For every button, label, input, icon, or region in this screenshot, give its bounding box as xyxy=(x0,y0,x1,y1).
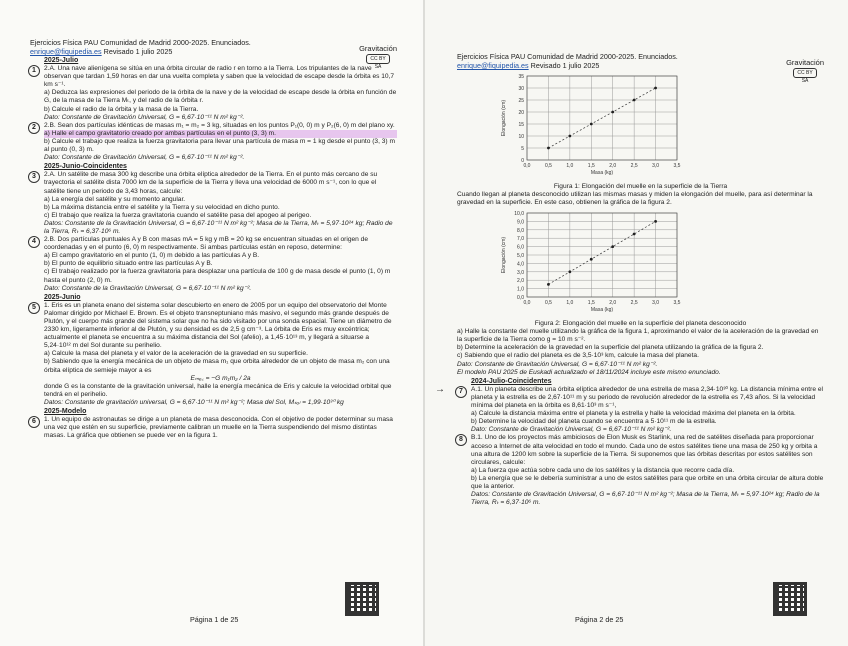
license-badge-icon: CC BY SA xyxy=(366,54,390,64)
question-data: Dato: Constante de Gravitación Universal, G = 6,67·10⁻¹¹ N m² kg⁻². xyxy=(457,360,658,368)
question-data: Dato: Constante de la Gravitación Universal, G = 6,67·10⁻¹¹ N m² kg⁻². xyxy=(44,284,252,292)
x-tick-label: 3,0 xyxy=(652,300,660,307)
x-tick-label: 1,0 xyxy=(566,163,574,169)
data-point xyxy=(547,147,550,150)
question-part: c) El trabajo que realiza la fuerza gravitatoria cuando el satélite pasa del apogeo al perigeo. xyxy=(44,211,312,219)
arrow-mark-icon: → xyxy=(435,383,445,395)
y-tick-label: 7,0 xyxy=(517,236,524,243)
data-point xyxy=(547,283,550,286)
topic-text: Gravitación xyxy=(786,58,824,67)
section-heading: 2025-Julio xyxy=(44,57,79,64)
qr-code-icon xyxy=(773,582,807,616)
note-text: El modelo PAU 2025 de Euskadi actualizado el 18/11/2024 incluye este mismo enunciado. xyxy=(457,368,721,376)
x-tick-label: 1,0 xyxy=(566,300,574,307)
revision-text: Revisado 1 julio 2025 xyxy=(103,47,173,56)
question-number-circle: 6 xyxy=(28,416,40,428)
question-block xyxy=(30,302,397,407)
question-part: c) El trabajo realizado por la fuerza gravitatoria para desplazar una partícula de 100 g de masa desde el punto (1, 0) m hasta el punto (2, 0) m. xyxy=(44,268,391,284)
data-point xyxy=(611,111,614,114)
y-tick-label: 15 xyxy=(518,122,524,128)
question-text: 1. Un equipo de astronautas se dirige a un planeta de masa desconocida. Con el objetivo de poder determinar su masa una vez que estén en su superficie, previamente calibran un muelle en la Tierra suspendiendo del mismo distintas masas. La gráfica que obtienen se puede ver en la figura 1. xyxy=(44,416,393,440)
question-number-circle: 4 xyxy=(28,236,40,248)
question-part: a) Calcule la masa del planeta y el valor de la aceleración de la gravedad en su superficie. xyxy=(44,350,308,358)
question-block xyxy=(435,383,824,435)
question-text: 2.A. Un satélite de masa 300 kg describe una órbita elíptica alrededor de la Tierra. En el punto más cercano de su trayectoria el satélite dista 7000 km de la superficie de la Tierra y lleva una velocidad de 6000 m s⁻¹, con lo que el satélite tiene un periodo de 3,43 horas, calcule: xyxy=(44,171,378,195)
question-part: b) Calcule el trabajo que realiza la fuerza gravitatoria para llevar una partícula de masa m = 1 kg desde el punto (3, 3) m al punto (0, 3) m. xyxy=(44,137,395,154)
question-data: Dato: Constante de Gravitación Universal, G = 6,67·10⁻¹¹ N m² kg⁻². xyxy=(44,154,245,162)
x-tick-label: 3,0 xyxy=(652,163,660,169)
x-tick-label: 1,5 xyxy=(587,300,595,307)
x-tick-label: 0,0 xyxy=(523,300,531,307)
topic-label xyxy=(359,44,397,70)
data-point xyxy=(568,271,571,274)
y-tick-label: 1,0 xyxy=(517,286,524,293)
x-tick-label: 2,0 xyxy=(609,300,617,307)
x-axis-label: Masa (kg) xyxy=(590,170,614,176)
x-tick-label: 3,5 xyxy=(673,163,681,169)
data-point xyxy=(633,233,636,236)
question-part: a) Calcule la distancia máxima entre el planeta y la estrella y halle la velocidad máxima del planeta en la órbita. xyxy=(471,410,796,418)
topic-label xyxy=(786,58,824,84)
question-part: b) La máxima distancia entre el satélite y la Tierra y su velocidad en dicho punto. xyxy=(44,203,280,211)
y-axis-label: Elongación (cm) xyxy=(501,99,507,137)
x-tick-label: 0,5 xyxy=(544,163,552,169)
question-number-circle: 3 xyxy=(28,171,40,183)
y-tick-label: 10 xyxy=(518,134,524,140)
question-part: a) Halle la constante del muelle utilizando la gráfica de la figura 1, aproximando el valor de la aceleración de la gravedad en la superficie de la Tierra como g = 10 m s⁻². xyxy=(457,328,819,344)
question-part: a) La energía del satélite y su momento angular. xyxy=(44,195,186,203)
question-part: a) Halle el campo gravitatorio creado por ambas partículas en el punto (3, 3) m. xyxy=(44,130,397,138)
page-footer: Página 2 de 25 xyxy=(575,615,624,624)
y-tick-label: 4,0 xyxy=(517,261,524,268)
section-heading: 2025-Modelo xyxy=(44,408,87,416)
question-part: b) La energía que se le debería suministrar a uno de estos satélites para que orbite en una órbita circular de altura doble que la anterior. xyxy=(471,474,824,490)
y-tick-label: 10,0 xyxy=(514,211,524,218)
trendline xyxy=(548,222,655,285)
y-tick-label: 0,0 xyxy=(517,295,524,302)
question-block xyxy=(457,434,824,507)
data-point xyxy=(590,258,593,261)
email-link[interactable]: enrique@fiquipedia.es xyxy=(30,47,102,56)
page-2-body xyxy=(435,328,824,507)
y-tick-label: 20 xyxy=(518,110,524,116)
question-part: b) El punto de equilibrio situado entre las partículas A y B. xyxy=(44,260,213,268)
section-heading: 2025-Junio-Coincidentes xyxy=(44,163,127,171)
x-tick-label: 2,0 xyxy=(609,163,617,169)
question-number-circle: 8 xyxy=(455,434,467,446)
question-data: Datos: Constante de la Gravitación Universal, G = 6,67·10⁻¹¹ N m² kg⁻²; Masa de la Tierra, Mₜ = 5,97·10²⁴ kg; Radio de la Tierra, Rₜ = 6,37·10⁶ m. xyxy=(44,219,393,235)
figure-2-chart xyxy=(497,207,697,319)
license-badge-icon: CC BY SA xyxy=(793,68,817,78)
section-heading: 2024-Julio-Coincidentes xyxy=(471,377,552,385)
revision-text: Revisado 1 julio 2025 xyxy=(530,61,600,70)
email-link[interactable]: enrique@fiquipedia.es xyxy=(457,61,529,70)
page-footer: Página 1 de 25 xyxy=(190,615,239,624)
section-heading: 2025-Junio xyxy=(44,293,81,301)
question-part: a) Deduzca las expresiones del periodo de la órbita de la nave y de la velocidad de escape desde la órbita en función de G, de la masa de la Tierra Mₜ, y del radio de la órbita r. xyxy=(44,89,397,105)
data-point xyxy=(568,135,571,138)
question-part: donde G es la constante de la gravitación universal, halle la energía mecánica de Eris y calcule la velocidad orbital que tendrá en el perihelio. xyxy=(44,382,392,398)
y-tick-label: 5 xyxy=(521,146,524,152)
question-number-circle: 2 xyxy=(28,122,40,134)
figure-1-chart xyxy=(497,70,697,182)
x-tick-label: 2,5 xyxy=(630,300,638,307)
y-tick-label: 6,0 xyxy=(517,244,524,251)
y-tick-label: 8,0 xyxy=(517,227,524,234)
data-point xyxy=(633,99,636,102)
y-tick-label: 35 xyxy=(518,74,524,80)
data-point xyxy=(590,123,593,126)
doc-title: Ejercicios Física PAU Comunidad de Madrid 2000-2025. Enunciados. xyxy=(457,52,678,61)
question-number-circle: 1 xyxy=(28,65,40,77)
question-text: 2.B. Dos partículas puntuales A y B con masas mA = 5 kg y mB = 20 kg se encuentran situadas en el origen de coordenadas y en el punto (6, 0) m respectivamente. Si ambas partículas están en reposo, determine: xyxy=(44,236,369,252)
question-data: Dato: Constante de Gravitación Universal, G = 6,67·10⁻¹¹ N m² kg⁻². xyxy=(471,426,672,434)
x-tick-label: 3,5 xyxy=(673,300,681,307)
figure-text: Cuando llegan al planeta desconocido utilizan las mismas masas y miden la elongación del muelle, para así determinar la gravedad en la superficie. En este caso, obtienen la gráfica de la figura 2. xyxy=(457,191,813,207)
question-block xyxy=(30,171,397,236)
page-1-body xyxy=(30,57,397,440)
question-part: b) Calcule el radio de la órbita y la masa de la Tierra. xyxy=(44,105,199,113)
page-2 xyxy=(425,0,848,646)
page-1 xyxy=(0,0,423,646)
y-tick-label: 2,0 xyxy=(517,278,524,285)
question-block xyxy=(30,122,397,162)
y-axis-label: Elongación (cm) xyxy=(501,237,507,274)
y-tick-label: 3,0 xyxy=(517,269,524,276)
question-text: 2.A. Una nave alienígena se sitúa en una órbita circular de radio r en torno a la Tierra. Los tripulantes de la nave observan que tardan 1,59 horas en dar una vuelta completa y saben que la velocidad de escape desde la órbita es 10,7 km s⁻¹. xyxy=(44,65,395,89)
y-tick-label: 9,0 xyxy=(517,219,524,226)
x-tick-label: 0,0 xyxy=(523,163,531,169)
question-block xyxy=(30,65,397,122)
question-data: Datos: Constante de gravitación universal, G = 6,67·10⁻¹¹ N m² kg⁻²; Masa del Sol, Mₛₒₗ = 1,99·10³⁰ kg xyxy=(44,398,344,406)
x-axis-label: Masa (kg) xyxy=(590,307,614,314)
qr-code-icon xyxy=(345,582,379,616)
figure-caption: Figura 1: Elongación del muelle en la superficie de la Tierra xyxy=(553,183,728,190)
question-block xyxy=(30,236,397,293)
y-tick-label: 0 xyxy=(521,158,524,164)
x-tick-label: 0,5 xyxy=(544,300,552,307)
question-part: b) Sabiendo que la energía mecánica de un objeto de masa m₁ que orbita alrededor de un objeto de masa m₂ con una órbita elíptica de semieje mayor a es xyxy=(44,358,390,374)
question-text: B.1. Uno de los proyectos más ambiciosos de Elon Musk es Starlink, una red de satélites diseñada para proporcionar acceso a Internet de alta velocidad en todo el mundo. Cada uno de estos satélites tiene una masa de 250 kg y orbita a una altura de 1200 km sobre la superficie de la Tierra. Si suponemos que las órbitas descritas por estos satélites son circulares, calcule: xyxy=(471,434,818,466)
question-part: a) La fuerza que actúa sobre cada uno de los satélites y la distancia que recorre cada día. xyxy=(471,466,735,474)
x-tick-label: 1,5 xyxy=(587,163,595,169)
question-part: b) Determine la aceleración de la gravedad en la superficie del planeta utilizando la gráfica de la figura 2. xyxy=(457,344,764,352)
data-point xyxy=(654,87,657,90)
question-block xyxy=(30,416,397,440)
question-number-circle: 5 xyxy=(28,302,40,314)
y-tick-label: 25 xyxy=(518,98,524,104)
topic-text: Gravitación xyxy=(359,44,397,53)
question-part: a) El campo gravitatorio en el punto (1, 0) m debido a las partículas A y B. xyxy=(44,252,260,260)
figure-caption: Figura 2: Elongación del muelle en la superficie del planeta desconocido xyxy=(534,320,747,328)
y-tick-label: 30 xyxy=(518,86,524,92)
energy-formula: Eₘₑ꜀ = −G m₁m₂ / 2a xyxy=(190,374,251,382)
trendline xyxy=(548,88,655,148)
question-text: 2.B. Sean dos partículas idénticas de masas m₁ = m₂ = 3 kg, situadas en los puntos P₁(0, 0) m y P₂(6, 0) m del plano xy. xyxy=(44,121,395,129)
doc-title: Ejercicios Física PAU Comunidad de Madrid 2000-2025. Enunciados. xyxy=(30,38,251,47)
question-text: A.1. Un planeta describe una órbita elíptica alrededor de una estrella de masa 2,34·10³⁰ kg. La distancia mínima entre el planeta y la estrella es de 2,67·10¹¹ m y su periodo de revolución alrededor de la estrella es 7,43 años. Si la velocidad mínima del planeta en la órbita es 8,61·10³ m s⁻¹, xyxy=(471,385,823,410)
question-number-circle: 7 xyxy=(455,386,467,398)
question-text: 1. Eris es un planeta enano del sistema solar descubierto en enero de 2005 por un equipo del observatorio del Monte Palomar dirigido por Michael E. Brown. Es el objeto transneptuniano más masivo, el segundo más grande después de Plutón, y el cuerpo más grande del sistema solar que no ha sido visitado por una sonda espacial. Tiene un diámetro de 2330 km, ligeramente inferior al de Plutón, y su densidad es de 2,5 g cm⁻³. La órbita de Eris es muy excéntrica; actualmente el planeta se encuentra a su máxima distancia del Sol (afelio), a 1,45·10¹³ m, y llegará a situarse a 5,24·10¹² m del Sol durante su perihelio. xyxy=(44,301,392,350)
y-tick-label: 5,0 xyxy=(517,253,524,260)
x-tick-label: 2,5 xyxy=(630,163,638,169)
question-data: Dato: Constante de Gravitación Universal, G = 6,67·10⁻¹¹ N m² kg⁻². xyxy=(44,113,245,121)
question-data: Datos: Constante de Gravitación Universal, G = 6,67·10⁻¹¹ N m² kg⁻²; Masa de la Tierra, Mₜ = 5,97·10²⁴ kg; Radio de la Tierra, Rₜ = 6,37·10⁶ m. xyxy=(471,491,820,507)
question-part: c) Sabiendo que el radio del planeta es de 3,5·10³ km, calcule la masa del planeta. xyxy=(457,352,699,360)
question-part: b) Determine la velocidad del planeta cuando se encuentra a 5·10¹¹ m de la estrella. xyxy=(471,418,717,426)
data-point xyxy=(611,245,614,248)
data-point xyxy=(654,220,657,223)
